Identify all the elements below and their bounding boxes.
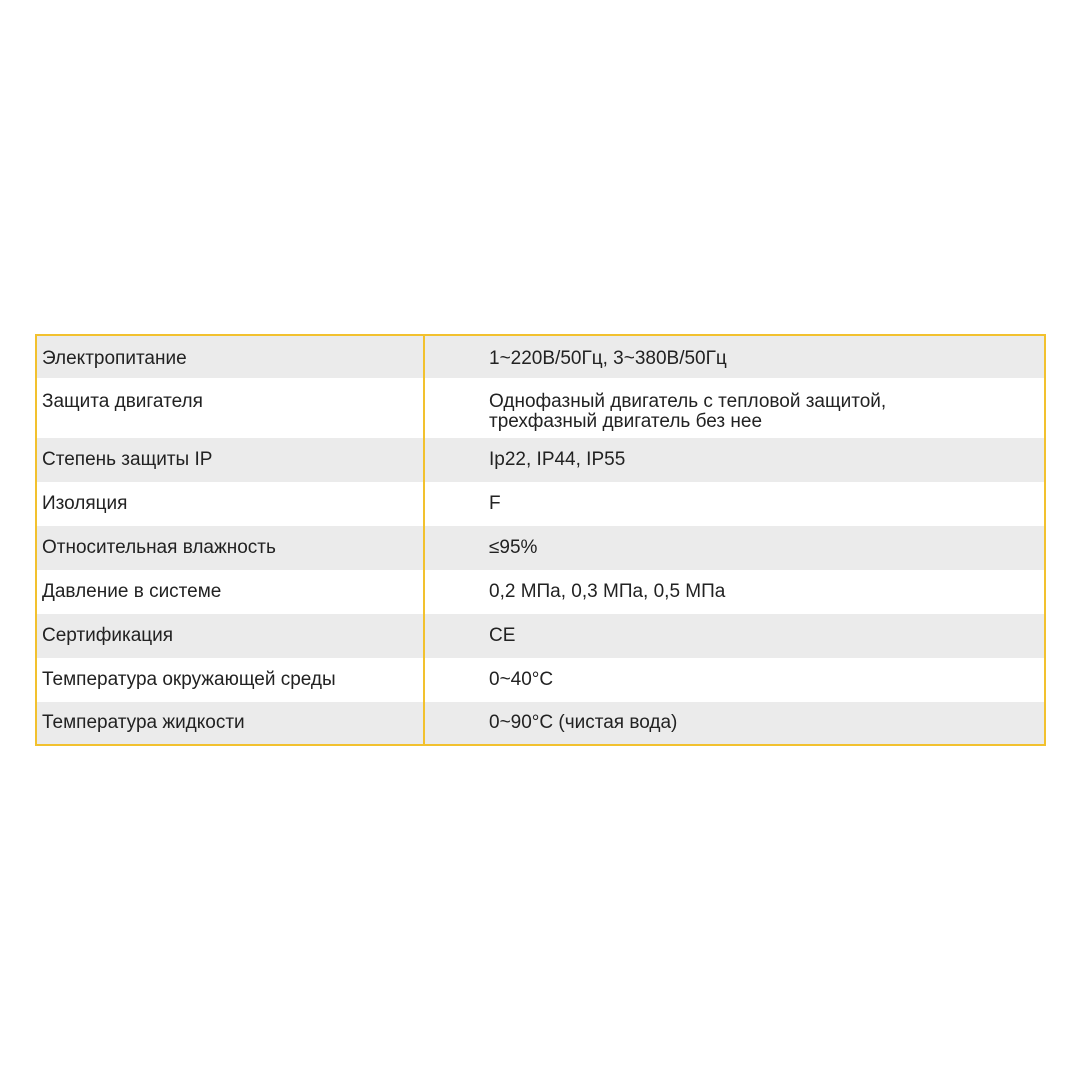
- row-value: 0~40°C: [489, 669, 554, 690]
- row-label: Защита двигателя: [42, 391, 203, 412]
- row-label: Степень защиты IP: [42, 449, 213, 470]
- row-value: 0,2 МПа, 0,3 МПа, 0,5 МПа: [489, 581, 726, 602]
- row-label: Изоляция: [42, 493, 128, 514]
- table-row: [37, 336, 1044, 378]
- table-row: [37, 702, 1044, 744]
- row-label: Температура жидкости: [42, 712, 245, 733]
- row-label: Давление в системе: [42, 581, 222, 602]
- column-divider: [423, 336, 425, 744]
- row-value: Однофазный двигатель с тепловой защитой, трехфазный двигатель без нее: [489, 391, 887, 432]
- row-value: 1~220В/50Гц, 3~380В/50Гц: [489, 348, 727, 369]
- table-row: [37, 438, 1044, 482]
- row-value: ≤95%: [489, 537, 538, 558]
- row-value: F: [489, 493, 501, 514]
- row-label: Относительная влажность: [42, 537, 276, 558]
- table-row: [37, 482, 1044, 526]
- table-row: [37, 570, 1044, 614]
- table-row: [37, 658, 1044, 702]
- table-row: [37, 614, 1044, 658]
- row-label: Сертификация: [42, 625, 174, 646]
- table-row: [37, 378, 1044, 438]
- row-value: CE: [489, 625, 516, 646]
- row-label: Температура окружающей среды: [42, 669, 336, 690]
- row-label: Электропитание: [42, 348, 187, 369]
- spec-table: [35, 334, 1046, 746]
- row-value: 0~90°C (чистая вода): [489, 712, 678, 733]
- table-row: [37, 526, 1044, 570]
- row-value: Ip22, IP44, IP55: [489, 449, 626, 470]
